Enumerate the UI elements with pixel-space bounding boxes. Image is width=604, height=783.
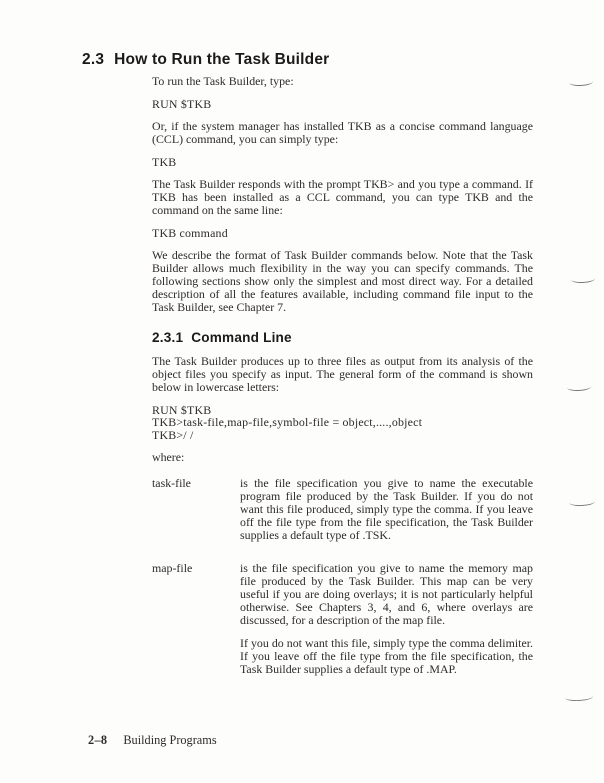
section-heading xyxy=(82,0,604,68)
page-curl-mark xyxy=(565,692,593,701)
code-line-run-tkb-2: RUN $TKB xyxy=(152,402,212,417)
code-line-command-form: TKB>task-file,map-file,symbol-file = object,....,object xyxy=(152,415,423,430)
where-label: where: xyxy=(152,450,185,465)
definition-body xyxy=(240,477,533,553)
page-curl-mark xyxy=(569,77,593,86)
definition-paragraph: is the file specification you give to name the executable program file produced by the Task Builder. If you do not want this file produced, simply type the comma. If you leave off the file type from the file specification, the Task Builder supplies a default type of .TSK. xyxy=(240,476,533,543)
code-line-tkb: TKB xyxy=(152,154,177,169)
page-curl-mark xyxy=(567,382,591,391)
page-number: 2–8 xyxy=(88,733,108,747)
definition-body xyxy=(240,562,533,687)
definition-row-map-file xyxy=(152,562,533,687)
text-column xyxy=(152,75,533,687)
definition-paragraph: is the file specification you give to name the memory map file produced by the Task Builder. This map can be very useful if you are doing overlays; it is not particularly helpful otherwise. See Chapters 3, 4, and 6, where overlays are discussed, for a description of the map file. xyxy=(240,560,533,627)
code-line-run-tkb: RUN $TKB xyxy=(152,96,212,111)
page-curl-mark xyxy=(571,274,595,283)
section-number: 2.3 xyxy=(82,51,105,68)
definition-row-task-file xyxy=(152,477,533,553)
code-line-terminator: TKB>/ / xyxy=(152,427,194,442)
subsection-title: Command Line xyxy=(191,330,292,345)
definition-term: task-file xyxy=(152,476,191,491)
command-example-block xyxy=(152,404,533,442)
code-line-tkb-command: TKB command xyxy=(152,225,228,240)
section-title: How to Run the Task Builder xyxy=(114,51,330,68)
definition-paragraph: If you do not want this file, simply type the comma delimiter. If you leave off the file type from the file specification, the Task Builder supplies a default type of .MAP. xyxy=(240,636,533,677)
subsection-heading xyxy=(152,330,533,345)
paragraph-intro-2: Or, if the system manager has installed TKB as a concise command language (CCL) command, you can simply type: xyxy=(152,119,533,146)
footer-section-title: Building Programs xyxy=(123,733,217,747)
page-curl-mark xyxy=(569,497,595,506)
paragraph-command-line-1: The Task Builder produces up to three files as output from its analysis of the object files you specify as input. The general form of the command is shown below in lowercase letters: xyxy=(152,354,533,394)
paragraph-intro-4: We describe the format of Task Builder commands below. Note that the Task Builder allows much flexibility in the way you can specify commands. The following sections show only the simplest and most direct way. For a detailed description of all the features available, including command file input to the Task Builder, see Chapter 7. xyxy=(152,248,533,314)
paragraph-intro-3: The Task Builder responds with the prompt TKB> and you type a command. If TKB has been installed as a CCL command, you can type TKB and the command on the same line: xyxy=(152,177,533,217)
paragraph-intro-1: To run the Task Builder, type: xyxy=(152,74,294,88)
page-footer xyxy=(88,733,217,748)
subsection-number: 2.3.1 xyxy=(152,330,184,345)
definition-term: map-file xyxy=(152,560,193,575)
